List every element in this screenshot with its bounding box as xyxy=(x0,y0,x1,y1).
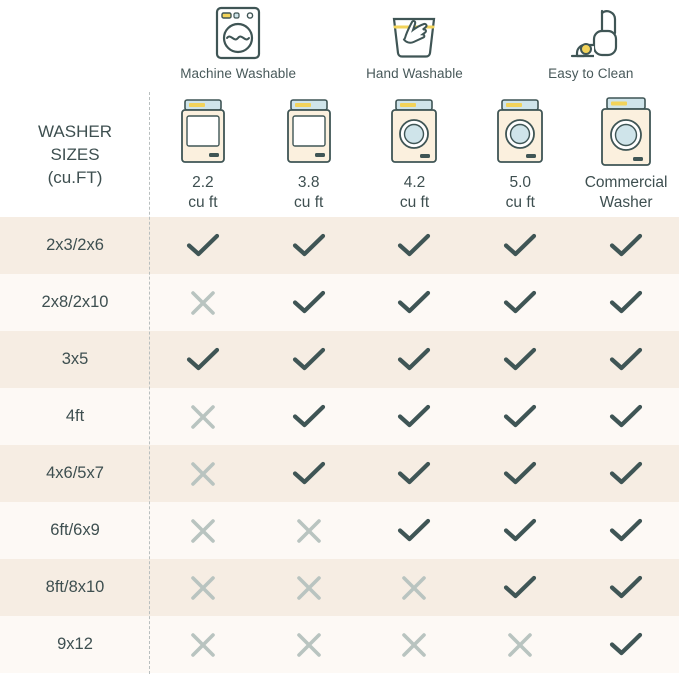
check-icon xyxy=(609,574,643,602)
cross-icon xyxy=(295,574,323,602)
row-label: 3x5 xyxy=(61,350,89,368)
washer-sizes-title xyxy=(0,92,150,217)
table-cell xyxy=(256,217,362,274)
table-cell xyxy=(362,217,468,274)
check-icon xyxy=(503,403,537,431)
table-row xyxy=(0,217,679,274)
table-row xyxy=(0,502,679,559)
washer-column-label xyxy=(585,173,668,213)
washer-column-label xyxy=(294,173,323,213)
table-cell xyxy=(256,616,362,673)
check-icon xyxy=(397,289,431,317)
washer-size-value: 5.0 xyxy=(509,174,532,191)
table-row xyxy=(0,274,679,331)
table-cell xyxy=(150,331,256,388)
check-icon xyxy=(292,460,326,488)
cross-icon xyxy=(400,631,428,659)
table-row xyxy=(0,445,679,502)
cross-icon xyxy=(189,517,217,545)
front-load-washer-icon xyxy=(492,94,548,170)
check-icon xyxy=(503,289,537,317)
cross-icon xyxy=(295,631,323,659)
washer-sizes-line3: (cu.FT) xyxy=(47,168,103,187)
cross-icon xyxy=(189,460,217,488)
table-row xyxy=(0,559,679,616)
table-cell xyxy=(362,616,468,673)
check-icon xyxy=(503,460,537,488)
table-cell xyxy=(573,445,679,502)
size-rows xyxy=(0,217,679,673)
table-cell xyxy=(150,217,256,274)
washer-size-value: Commercial xyxy=(584,174,668,191)
check-icon xyxy=(609,460,643,488)
table-cell xyxy=(573,559,679,616)
check-icon xyxy=(503,232,537,260)
table-cell xyxy=(362,559,468,616)
table-cell xyxy=(467,331,573,388)
washer-sizes-line2: SIZES xyxy=(50,145,100,164)
washer-sizes-line1: WASHER xyxy=(38,122,112,141)
top-load-washer-icon xyxy=(282,94,336,170)
table-cell xyxy=(467,502,573,559)
table-cell xyxy=(467,559,573,616)
check-icon xyxy=(186,232,220,260)
table-cell xyxy=(573,331,679,388)
table-cell xyxy=(150,616,256,673)
table-cell xyxy=(573,388,679,445)
row-cells xyxy=(150,559,679,616)
table-cell xyxy=(362,388,468,445)
washer-sizes-header-row xyxy=(0,92,679,217)
washer-column-4-2 xyxy=(362,92,468,217)
row-cells xyxy=(150,502,679,559)
care-item-label: Machine Washable xyxy=(180,66,297,81)
table-cell xyxy=(467,274,573,331)
table-cell xyxy=(362,274,468,331)
row-label: 2x3/2x6 xyxy=(46,236,104,254)
check-icon xyxy=(609,346,643,374)
row-cells xyxy=(150,274,679,331)
check-icon xyxy=(292,403,326,431)
care-item-label: Hand Washable xyxy=(366,66,463,81)
table-cell xyxy=(150,445,256,502)
table-cell xyxy=(256,388,362,445)
check-icon xyxy=(186,346,220,374)
row-cells xyxy=(150,217,679,274)
column-divider xyxy=(149,92,150,674)
care-item-easy-to-clean xyxy=(503,0,679,92)
check-icon xyxy=(609,517,643,545)
cross-icon xyxy=(189,289,217,317)
table-cell xyxy=(362,445,468,502)
cross-icon xyxy=(295,517,323,545)
care-item-hand-washable xyxy=(326,0,502,92)
machine-washable-icon xyxy=(209,4,267,62)
table-cell xyxy=(150,274,256,331)
row-label: 2x8/2x10 xyxy=(41,293,109,311)
row-label: 4ft xyxy=(65,407,85,425)
check-icon xyxy=(503,346,537,374)
table-cell xyxy=(467,217,573,274)
washer-column-2-2 xyxy=(150,92,256,217)
check-icon xyxy=(292,346,326,374)
row-label: 9x12 xyxy=(57,635,93,653)
row-label: 6ft/6x9 xyxy=(50,521,100,539)
row-label: 8ft/8x10 xyxy=(45,578,105,596)
cross-icon xyxy=(189,403,217,431)
table-cell xyxy=(573,502,679,559)
table-cell xyxy=(362,331,468,388)
check-icon xyxy=(609,289,643,317)
washer-column-5-0 xyxy=(467,92,573,217)
check-icon xyxy=(292,232,326,260)
table-cell xyxy=(256,502,362,559)
washer-size-unit: cu ft xyxy=(188,194,218,211)
check-icon xyxy=(397,460,431,488)
top-load-washer-icon xyxy=(176,94,230,170)
commercial-washer-icon xyxy=(595,94,657,170)
table-cell xyxy=(256,559,362,616)
washer-size-unit: Washer xyxy=(599,194,653,211)
row-cells xyxy=(150,445,679,502)
check-icon xyxy=(397,232,431,260)
table-cell xyxy=(573,274,679,331)
washer-size-value: 2.2 xyxy=(192,174,214,191)
table-cell xyxy=(256,445,362,502)
easy-to-clean-icon xyxy=(558,4,624,62)
washer-size-unit: cu ft xyxy=(505,194,535,211)
washer-size-value: 4.2 xyxy=(403,174,426,191)
check-icon xyxy=(397,346,431,374)
washer-column-label xyxy=(400,173,429,213)
table-row xyxy=(0,616,679,673)
table-cell xyxy=(150,502,256,559)
table-cell xyxy=(573,217,679,274)
check-icon xyxy=(397,517,431,545)
table-cell xyxy=(256,274,362,331)
check-icon xyxy=(397,403,431,431)
row-label: 4x6/5x7 xyxy=(46,464,104,482)
table-cell xyxy=(362,502,468,559)
table-cell xyxy=(573,616,679,673)
washer-column-label xyxy=(188,173,217,213)
washer-column-3-8 xyxy=(256,92,362,217)
check-icon xyxy=(503,574,537,602)
row-cells xyxy=(150,388,679,445)
table-cell xyxy=(150,559,256,616)
table-cell xyxy=(467,445,573,502)
check-icon xyxy=(609,631,643,659)
table-cell xyxy=(150,388,256,445)
table-row xyxy=(0,388,679,445)
washer-size-unit: cu ft xyxy=(294,194,324,211)
care-symbols-row xyxy=(0,0,679,92)
cross-icon xyxy=(400,574,428,602)
front-load-washer-icon xyxy=(386,94,442,170)
table-cell xyxy=(467,388,573,445)
care-item-label: Easy to Clean xyxy=(548,66,634,81)
cross-icon xyxy=(506,631,534,659)
washer-column-commercial xyxy=(573,92,679,217)
washer-size-value: 3.8 xyxy=(297,174,320,191)
check-icon xyxy=(292,289,326,317)
check-icon xyxy=(609,232,643,260)
hand-washable-icon xyxy=(383,4,445,62)
table-cell xyxy=(256,331,362,388)
check-icon xyxy=(503,517,537,545)
row-cells xyxy=(150,616,679,673)
cross-icon xyxy=(189,631,217,659)
table-row xyxy=(0,331,679,388)
check-icon xyxy=(609,403,643,431)
care-item-machine-washable xyxy=(150,0,326,92)
row-cells xyxy=(150,331,679,388)
washer-size-unit: cu ft xyxy=(399,194,430,211)
table-cell xyxy=(467,616,573,673)
cross-icon xyxy=(189,574,217,602)
washer-column-label xyxy=(506,173,535,213)
